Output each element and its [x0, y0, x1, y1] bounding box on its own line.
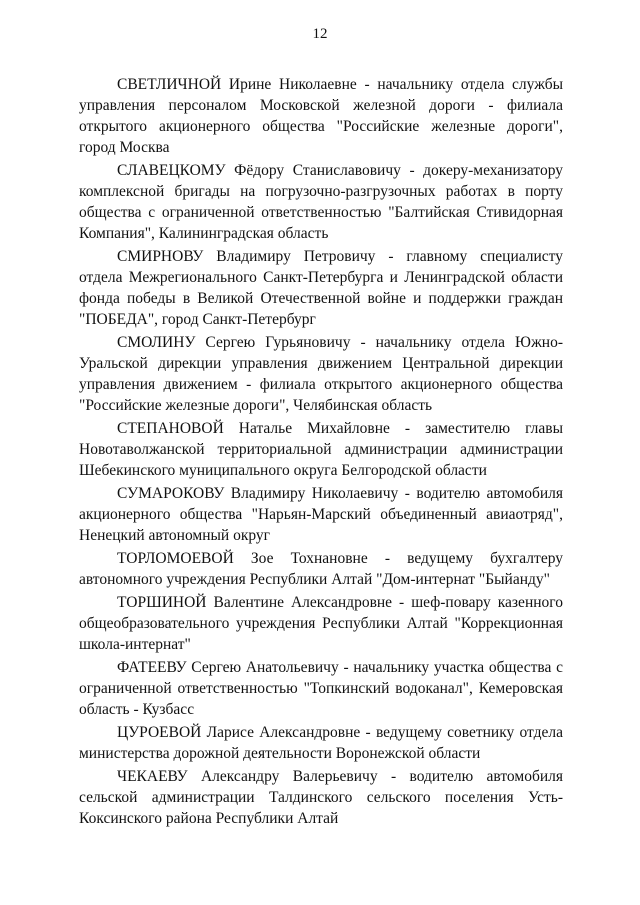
- award-entry: СМОЛИНУ Сергею Гурьяновичу - начальнику отдела Южно-Уральской дирекции управления движением Центральной дирекции управления движением - филиала открытого акционерного общества "Российские железные дороги", Челябинская область: [79, 334, 563, 414]
- award-entry: ТОРШИНОЙ Валентине Александровне - шеф-повару казенного общеобразовательного учреждения Республики Алтай "Коррекционная школа-интернат": [79, 594, 563, 653]
- award-entry: СУМАРОКОВУ Владимиру Николаевичу - водителю автомобиля акционерного общества "Нарьян-Марский объединенный авиаотряд", Ненецкий автономный округ: [79, 485, 563, 544]
- award-entry: СМИРНОВУ Владимиру Петровичу - главному специалисту отдела Межрегионального Санкт-Петербурга и Ленинградской области фонда победы в Великой Отечественной войне и поддержки граждан "ПОБЕДА", город Санкт-Петербург: [79, 248, 563, 328]
- award-entry: ТОРЛОМОЕВОЙ Зое Тохнановне - ведущему бухгалтеру автономного учреждения Республики Алтай "Дом-интернат "Быйанду": [79, 550, 563, 588]
- award-entry: ЧЕКАЕВУ Александру Валерьевичу - водителю автомобиля сельской администрации Талдинского сельского поселения Усть-Коксинского района Республики Алтай: [79, 768, 563, 827]
- award-entry: ЦУРОЕВОЙ Ларисе Александровне - ведущему советнику отдела министерства дорожной деятельности Воронежской области: [79, 724, 563, 762]
- award-entry: ФАТЕЕВУ Сергею Анатольевичу - начальнику участка общества с ограниченной ответственностью "Топкинский водоканал", Кемеровская область - Кузбасс: [79, 659, 563, 718]
- page-number: 12: [312, 26, 328, 42]
- award-entry: СТЕПАНОВОЙ Наталье Михайловне - заместителю главы Новотаволжанской территориальной администрации администрации Шебекинского муниципального округа Белгородской области: [79, 420, 563, 479]
- award-list: [79, 74, 563, 831]
- award-entry: СВЕТЛИЧНОЙ Ирине Николаевне - начальнику отдела службы управления персоналом Московской железной дороги - филиала открытого акционерного общества "Российские железные дороги", город Москва: [79, 76, 563, 156]
- award-entry: СЛАВЕЦКОМУ Фёдору Станиславовичу - докеру-механизатору комплексной бригады на погрузочно-разгрузочных работах в порту общества с ограниченной ответственностью "Балтийская Стивидорная Компания", Калининградская область: [79, 162, 563, 242]
